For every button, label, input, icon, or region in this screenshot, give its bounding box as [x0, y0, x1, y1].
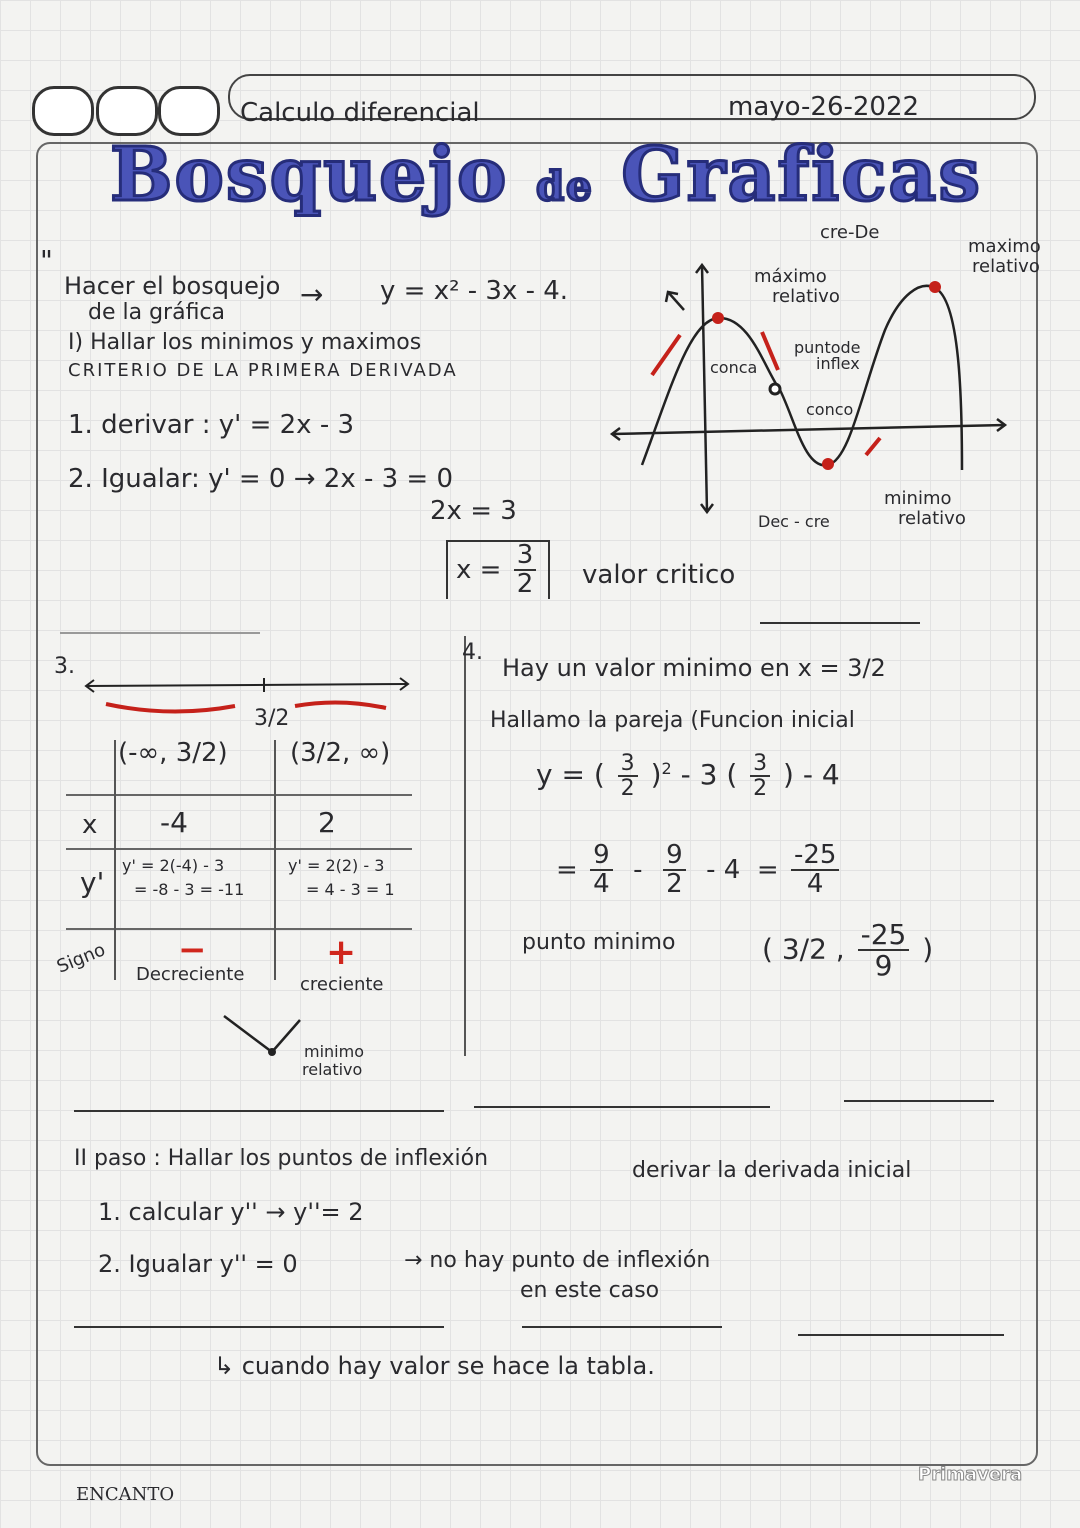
- x-axis: [612, 425, 1005, 434]
- divider: [60, 632, 260, 634]
- title-word-2: Graficas: [621, 132, 983, 218]
- x-denominator: 2: [516, 569, 534, 600]
- header-circle-3: [158, 86, 220, 136]
- simplify-line: [556, 842, 843, 899]
- graph-label-max-1b: relativo: [772, 286, 840, 307]
- eq-y: y =: [536, 758, 585, 792]
- num: 9: [590, 842, 613, 871]
- quote-mark: ": [40, 244, 53, 277]
- brand-right-logo: Primavera: [918, 1464, 1023, 1485]
- exponent: 2: [661, 758, 672, 778]
- graph-label-dec-cre: Dec - cre: [758, 512, 830, 531]
- critical-value-label: valor critico: [582, 560, 736, 590]
- decreasing-label: Decreciente: [136, 964, 245, 985]
- point-den: 9: [874, 949, 893, 983]
- header-circle-2: [96, 86, 158, 136]
- max-point-2: [929, 281, 941, 293]
- interval-2: (3/2, ∞): [290, 738, 391, 768]
- graph-label-conca: conca: [710, 358, 758, 377]
- graph-label-min-a: minimo: [884, 488, 952, 509]
- equation: y = x² - 3x - 4.: [380, 276, 569, 306]
- section3-number: 3.: [54, 654, 75, 679]
- minus-4: - 4: [802, 758, 840, 792]
- section4-line1: Hay un valor minimo en x = 3/2: [502, 654, 886, 682]
- plus-sign: +: [326, 932, 357, 973]
- divider: [74, 1110, 444, 1112]
- title-word-de: de: [536, 163, 594, 210]
- date-label: mayo-26-2022: [728, 92, 920, 122]
- y-axis: [702, 265, 707, 512]
- min-point: [822, 458, 834, 470]
- critical-value: [446, 540, 550, 599]
- subject-label: Calculo diferencial: [240, 98, 480, 128]
- section-divider: [464, 636, 466, 1056]
- arrow-icon: →: [300, 278, 324, 311]
- row-yp-v2b: = 4 - 3 = 1: [306, 880, 395, 899]
- minus-4: - 4: [706, 854, 741, 885]
- step2-note: derivar la derivada inicial: [632, 1158, 912, 1183]
- num: 9: [663, 842, 686, 871]
- table-line: [66, 848, 412, 850]
- derive-step: 1. derivar : y' = 2x - 3: [68, 410, 355, 440]
- header-circle-1: [32, 86, 94, 136]
- row-yp-v2a: y' = 2(2) - 3: [288, 856, 385, 875]
- function-curve: [642, 286, 962, 470]
- den: 2: [666, 869, 683, 900]
- interval-1: (-∞, 3/2): [118, 738, 228, 768]
- divider: [474, 1106, 770, 1108]
- evaluation-line: y = ( $\frac{3}{2}$ )$^2$ - 3 ( $\frac{3}{2}$ ) - 4: [536, 751, 840, 802]
- task-text-2: de la gráfica: [88, 300, 226, 325]
- criterion-label: CRITERIO DE LA PRIMERA DERIVADA: [68, 360, 458, 381]
- row-x-v1: -4: [160, 806, 188, 839]
- step2-footer-note: ↳ cuando hay valor se hace la tabla.: [214, 1352, 655, 1380]
- equal-step: 2. Igualar: y' = 0 → 2x - 3 = 0: [68, 464, 454, 494]
- section4-line2: Hallamo la pareja (Funcion inicial: [490, 708, 855, 733]
- graph-label-cre-de: cre-De: [820, 222, 880, 243]
- minus-sign: −: [178, 930, 207, 970]
- result-min-b: relativo: [302, 1060, 363, 1079]
- minus-3: - 3: [680, 758, 718, 792]
- step2-result: → no hay punto de inflexión: [404, 1248, 711, 1273]
- x-label: x =: [456, 554, 502, 585]
- divider: [844, 1100, 994, 1102]
- section4-number: 4.: [462, 640, 483, 665]
- step-title: I) Hallar los minimos y maximos: [68, 330, 422, 355]
- x-numerator: 3: [514, 542, 537, 571]
- row-x-v2: 2: [318, 806, 336, 839]
- divider: [74, 1326, 444, 1328]
- graph-label-inflex-b: inflex: [816, 354, 860, 373]
- step2-title: II paso : Hallar los puntos de inflexión: [74, 1146, 489, 1171]
- graph-label-max-2a: maximo: [968, 236, 1041, 257]
- row-x-label: x: [82, 810, 98, 840]
- table-line: [66, 928, 412, 930]
- num: 3: [750, 752, 770, 777]
- table-col-line: [274, 740, 276, 980]
- den: 2: [753, 776, 768, 802]
- page-title: [110, 132, 982, 218]
- step2-calc: 1. calcular y'' → y''= 2: [98, 1198, 364, 1226]
- row-sign-label: Signo: [53, 939, 109, 978]
- min-point-value: ( 3/2 , $\frac{-25}{9}$ ): [762, 918, 934, 983]
- graph-label-max-2b: relativo: [972, 256, 1040, 277]
- number-line: [80, 670, 420, 720]
- graph-label-conco: conco: [806, 400, 854, 419]
- divider: [760, 622, 920, 624]
- graph-label-min-b: relativo: [898, 508, 966, 529]
- table-col-line: [114, 740, 116, 980]
- equals: =: [756, 854, 779, 885]
- title-word-1: Bosquejo: [110, 132, 509, 218]
- min-point-label: punto minimo: [522, 930, 676, 955]
- equal-step-2: 2x = 3: [430, 496, 517, 526]
- result-den: 4: [806, 869, 824, 900]
- minimum-sketch: [220, 1010, 310, 1060]
- step2-result-2: en este caso: [520, 1278, 660, 1303]
- den: 4: [593, 869, 610, 900]
- point-num: -25: [858, 920, 910, 951]
- result-num: -25: [791, 842, 839, 871]
- graph-label-max-1a: máximo: [754, 266, 827, 287]
- brand-left-logo: ENCANTO: [76, 1484, 175, 1505]
- result-min-a: minimo: [304, 1042, 364, 1061]
- den: 2: [620, 776, 635, 802]
- table-line: [66, 794, 412, 796]
- divider: [522, 1326, 722, 1328]
- inflection-point: [770, 384, 780, 394]
- step2-equal: 2. Igualar y'' = 0: [98, 1250, 298, 1278]
- row-yp-v1b: = -8 - 3 = -11: [134, 880, 245, 899]
- point-x: 3/2 ,: [781, 932, 845, 966]
- increasing-label: creciente: [300, 974, 384, 995]
- num: 3: [618, 752, 638, 777]
- row-yp-label: y': [80, 866, 105, 899]
- equals: =: [556, 854, 578, 885]
- max-point-1: [712, 312, 724, 324]
- row-yp-v1a: y' = 2(-4) - 3: [122, 856, 225, 875]
- minus: -: [633, 854, 643, 885]
- graph-label-inflex-a: puntode: [794, 338, 861, 357]
- critical-point-label: 3/2: [254, 706, 290, 731]
- task-text: Hacer el bosquejo: [64, 272, 281, 300]
- divider: [798, 1334, 1004, 1336]
